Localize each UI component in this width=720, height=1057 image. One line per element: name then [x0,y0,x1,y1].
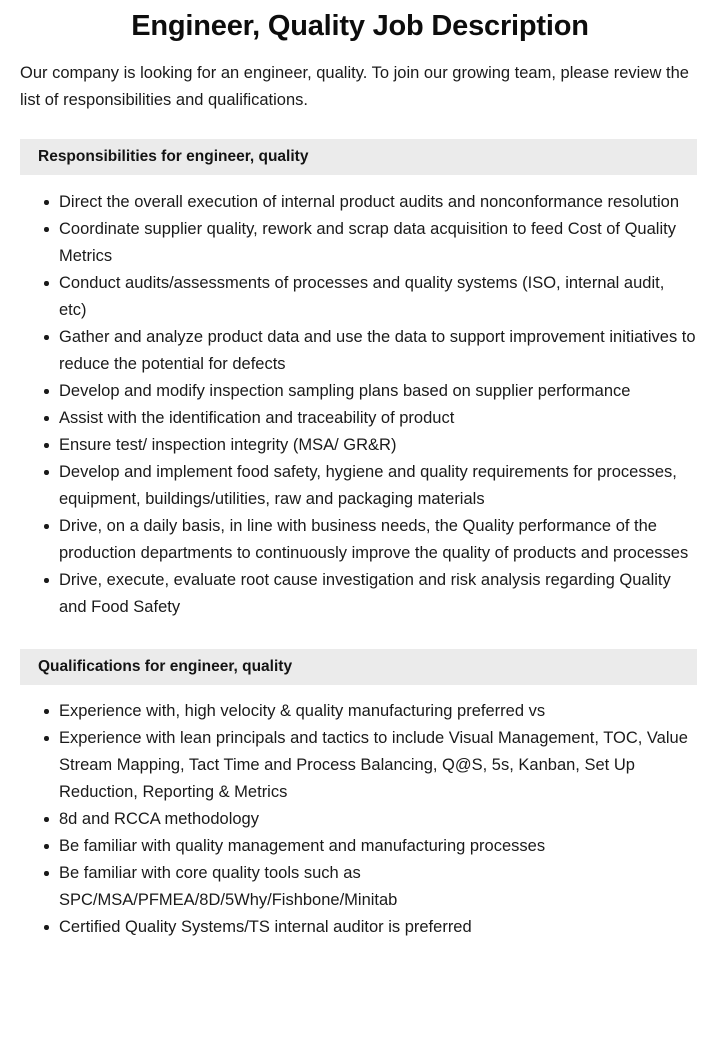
bullet-icon [44,871,49,876]
list-item [0,860,696,914]
list-item [0,324,696,378]
list-item [0,405,696,432]
list-item-text: Experience with, high velocity & quality manufacturing preferred vs [59,702,546,720]
list-item-text: Drive, execute, evaluate root cause investigation and risk analysis regarding Quality and Food Safety [59,571,671,616]
bullet-icon [44,709,49,714]
list-item [0,806,696,833]
list-item [0,513,696,567]
bullet-icon [44,200,49,205]
bullet-icon [44,925,49,930]
page-bottom-spacer [0,941,720,969]
section-header-qualifications [20,649,697,685]
list-item [0,725,696,806]
list-item-text: Coordinate supplier quality, rework and scrap data acquisition to feed Cost of Quality Metrics [59,220,676,265]
list-item [0,833,696,860]
bullet-icon [44,524,49,529]
bullet-icon [44,416,49,421]
list-item-text: Be familiar with quality management and manufacturing processes [59,837,546,855]
section-responsibilities [0,139,720,621]
list-item-text: Drive, on a daily basis, in line with business needs, the Quality performance of the production departments to continuously improve the quality of products and processes [59,517,689,562]
bullet-icon [44,844,49,849]
list-item-text: Assist with the identification and traceability of product [59,409,455,427]
bullet-icon [44,281,49,286]
list-item-text: Experience with lean principals and tactics to include Visual Management, TOC, Value Stream Mapping, Tact Time and Process Balancing, Q@S, 5s, Kanban, Set Up Reduction, Reporting & Metrics [59,729,688,801]
bullet-icon [44,227,49,232]
list-item-text: Direct the overall execution of internal product audits and nonconformance resolution [59,193,680,211]
responsibilities-list [0,189,720,621]
page-title: Engineer, Quality Job Description [131,10,589,42]
list-item [0,378,696,405]
list-item-text: Be familiar with core quality tools such as SPC/MSA/PFMEA/8D/5Why/Fishbone/Minitab [59,864,398,909]
list-item [0,567,696,621]
qualifications-list [0,698,720,941]
bullet-icon [44,736,49,741]
list-item-text: Ensure test/ inspection integrity (MSA/ GR&R) [59,436,397,454]
list-item [0,189,696,216]
section-heading-label: Responsibilities for engineer, quality [38,148,309,166]
list-item-text: Develop and modify inspection sampling plans based on supplier performance [59,382,631,400]
list-item [0,459,696,513]
list-item [0,698,696,725]
section-qualifications [0,649,720,941]
list-item [0,216,696,270]
list-item-text: 8d and RCCA methodology [59,810,259,828]
list-item [0,432,696,459]
section-header-responsibilities [20,139,697,175]
intro-paragraph: Our company is looking for an engineer, quality. To join our growing team, please review the list of responsibilities and qualifications. [20,64,689,109]
bullet-icon [44,578,49,583]
bullet-icon [44,443,49,448]
list-item-text: Gather and analyze product data and use the data to support improvement initiatives to reduce the potential for defects [59,328,696,373]
bullet-icon [44,389,49,394]
list-item [0,914,696,941]
bullet-icon [44,335,49,340]
bullet-icon [44,470,49,475]
bullet-icon [44,817,49,822]
section-heading-label: Qualifications for engineer, quality [38,658,293,676]
list-item-text: Develop and implement food safety, hygiene and quality requirements for processes, equipment, buildings/utilities, raw and packaging materials [59,463,677,508]
list-item-text: Conduct audits/assessments of processes and quality systems (ISO, internal audit, etc) [59,274,665,319]
list-item-text: Certified Quality Systems/TS internal auditor is preferred [59,918,472,936]
list-item [0,270,696,324]
